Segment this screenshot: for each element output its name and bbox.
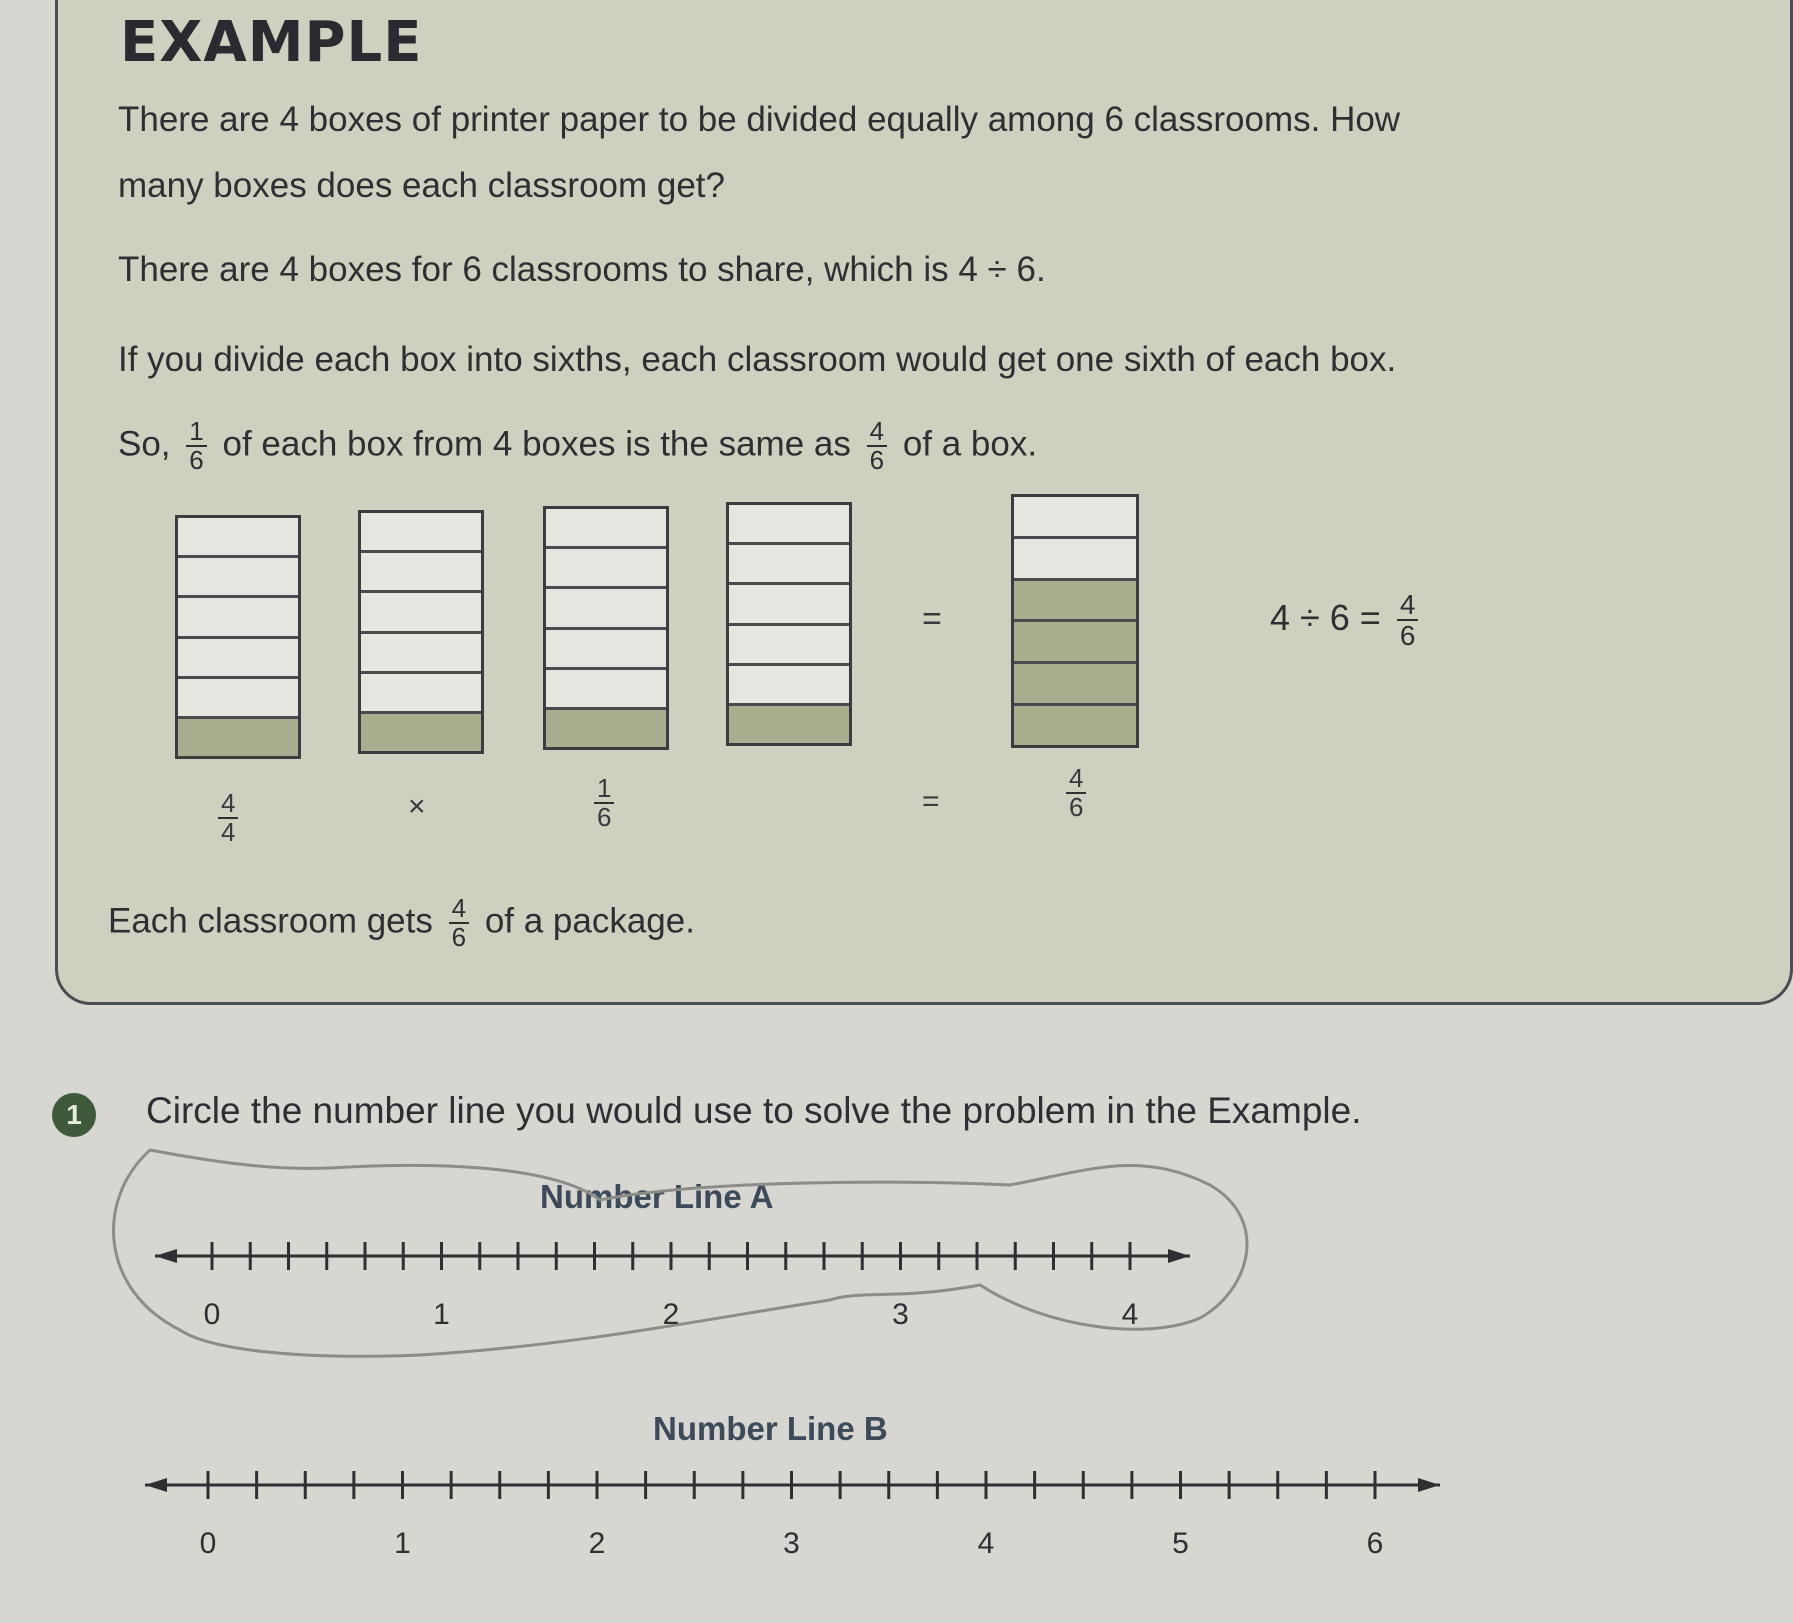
arrow-right-icon [1168,1249,1190,1263]
arrow-left-icon [145,1478,167,1492]
tick-label: 3 [783,1527,800,1560]
so-middle: of each box from 4 boxes is the same as [222,424,851,464]
tick-label: 5 [1172,1527,1189,1560]
example-title: EXAMPLE [120,10,423,75]
tick-label: 4 [1121,1298,1139,1331]
fraction-numerator: 4 [449,895,469,924]
arrow-right-icon [1418,1478,1440,1492]
fraction-numerator: 4 [1397,590,1419,621]
below-equals-sign: = [922,785,940,818]
fraction-denominator: 6 [189,445,204,476]
tick-label: 4 [977,1527,995,1560]
conclusion-suffix: of a package. [484,901,695,941]
question-number-badge: 1 [52,1093,96,1137]
fraction-numerator: 4 [1066,765,1086,794]
tick-label: 2 [588,1527,606,1560]
fraction-denominator: 6 [597,802,612,833]
fraction-numerator: 4 [218,790,238,819]
number-line-a-title: Number Line A [540,1178,774,1215]
fraction-numerator: 1 [594,775,614,804]
tick-label: 0 [203,1298,221,1331]
tick-label: 2 [662,1298,680,1331]
fraction-denominator: 6 [451,922,467,953]
fraction-denominator: 6 [1399,620,1416,652]
tick-label: 1 [394,1527,411,1560]
fraction-numerator: 1 [186,418,206,447]
tick-label: 3 [892,1298,909,1331]
question-text: Circle the number line you would use to solve the problem in the Example. [146,1090,1362,1131]
problem-line-1: There are 4 boxes of printer paper to be divided equally among 6 classrooms. How [118,100,1401,139]
number-line-b[interactable] [145,1471,1440,1560]
divide-text: If you divide each box into sixths, each classroom would get one sixth of each box. [118,340,1397,379]
conclusion-prefix: Each classroom gets [108,901,433,941]
fraction-denominator: 4 [221,817,236,848]
arrow-left-icon [155,1249,177,1263]
share-text: There are 4 boxes for 6 classrooms to share, which is 4 ÷ 6. [118,250,1046,289]
problem-line-2: many boxes does each classroom get? [118,166,725,205]
equals-sign: = [922,600,942,638]
hand-drawn-circle-line-a[interactable] [114,1150,1247,1356]
number-line-a[interactable] [155,1242,1190,1331]
tick-label: 1 [433,1298,450,1331]
tick-label: 0 [199,1527,217,1560]
number-line-b-title: Number Line B [653,1410,888,1447]
so-suffix: of a box. [902,424,1038,464]
so-prefix: So, [118,424,171,464]
equation-left: 4 ÷ 6 = [1270,596,1381,638]
tick-label: 6 [1366,1527,1384,1560]
fraction-denominator: 6 [1069,792,1084,823]
fraction-numerator: 4 [867,418,887,447]
fraction-denominator: 6 [869,445,885,476]
times-sign: × [408,790,426,823]
